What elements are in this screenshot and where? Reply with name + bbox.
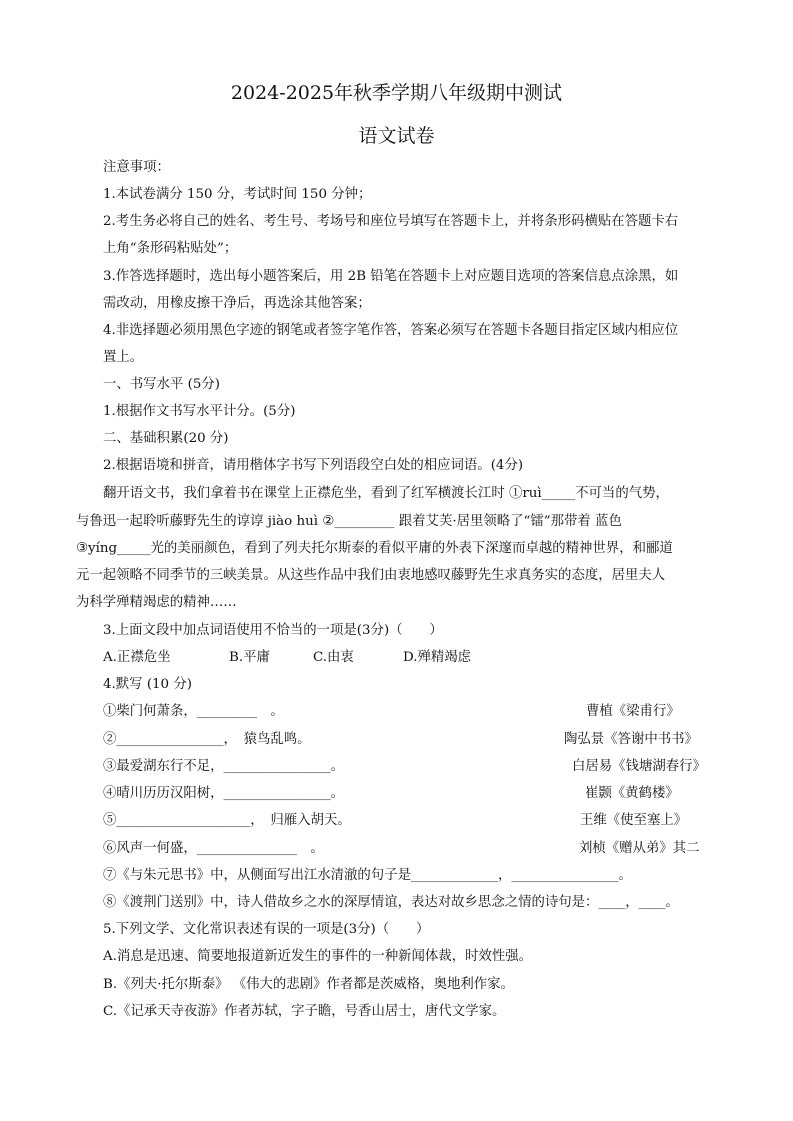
poem-line-1: ①柴门何萧条，_________ 。	[103, 704, 284, 719]
poem-source-4: 崔颢《黄鹤楼》	[585, 786, 679, 801]
passage-line-3: ③yíng_____光的美丽颜色，看到了列夫托尔斯泰的看似平庸的外表下深邃而卓越的精神世界，和郦道	[76, 541, 673, 556]
q3-option-b: B.平庸	[229, 650, 270, 665]
poem-line-7: ⑦《与朱元思书》中，从侧面写出江水清澈的句子是_____________，________________。	[103, 868, 632, 883]
passage-line-1: 翻开语文书，我们拿着书在课堂上正襟危坐，看到了红军横渡长江时 ①ruì_____不可当的气势，	[103, 486, 669, 501]
passage-line-4: 元一起领略不同季节的三峡美景。从这些作品中我们由衷地感叹藤野先生求真务实的态度，居里夫人	[76, 568, 666, 583]
poem-line-8: ⑧《渡荆门送别》中，诗人借故乡之水的深厚情谊，表达对故乡思念之情的诗句是：____，____。	[103, 895, 679, 910]
poem-source-6: 刘桢《赠从弟》其二	[579, 841, 700, 856]
q5-option-c: C.《记承天寺夜游》作者苏轼，字子瞻，号香山居士，唐代文学家。	[103, 1004, 506, 1019]
q5-option-a: A.消息是迅速、简要地报道新近发生的事件的一种新闻体裁，时效性强。	[103, 949, 533, 964]
section-2-heading: 二、基础积累(20 分)	[103, 431, 229, 446]
poem-line-5: ⑤____________________， 归雁入胡天。	[103, 813, 351, 828]
exam-title: 2024-2025年秋季学期八年级期中测试	[230, 82, 563, 104]
question-3: 3.上面文段中加点词语使用不恰当的一项是(3分)（ ）	[103, 623, 443, 638]
poem-source-3: 白居易《钱塘湖春行》	[572, 759, 706, 774]
section-1-heading: 一、书写水平 (5分)	[103, 377, 220, 392]
notes-heading: 注意事项：	[103, 160, 170, 175]
passage-line-5: 为科学殚精竭虑的精神……	[76, 595, 237, 610]
note-3: 3.作答选择题时，选出每小题答案后，用 2B 铅笔在答题卡上对应题目选项的答案信息点涂黑，如	[103, 269, 679, 284]
exam-subtitle: 语文试卷	[358, 125, 435, 147]
question-2: 2.根据语境和拼音，请用楷体字书写下列语段空白处的相应词语。(4分)	[103, 458, 524, 473]
poem-line-6: ⑥风声一何盛，_______________ 。	[103, 841, 324, 856]
note-3-cont: 需改动，用橡皮擦干净后，再选涂其他答案；	[103, 296, 371, 311]
note-1: 1.本试卷满分 150 分，考试时间 150 分钟；	[103, 187, 372, 202]
poem-source-5: 王维《使至塞上》	[580, 813, 688, 828]
q3-option-a: A.正襟危坐	[103, 650, 171, 665]
note-4: 4.非选择题必须用黑色字迹的钢笔或者签字笔作答，答案必须写在答题卡各题目指定区域内相应位	[103, 323, 679, 338]
note-4-cont: 置上。	[103, 350, 144, 365]
poem-source-1: 曹植《梁甫行》	[586, 704, 680, 719]
poem-line-2: ②________________， 猿鸟乱鸣。	[103, 732, 311, 747]
poem-line-3: ③最爱湖东行不足，________________。	[103, 759, 345, 774]
question-5: 5.下列文学、文化常识表述有误的一项是(3分)（ ）	[103, 922, 430, 937]
q3-option-c: C.由衷	[313, 650, 354, 665]
question-1: 1.根据作文书写水平计分。(5分)	[103, 404, 296, 419]
q5-option-b: B.《列夫·托尔斯泰》 《伟大的悲剧》作者都是茨威格，奥地利作家。	[103, 977, 514, 992]
question-4: 4.默写 (10 分)	[103, 677, 192, 692]
q3-option-d: D.殚精竭虑	[403, 650, 472, 665]
note-2-cont: 上角“条形码粘贴处”；	[103, 241, 238, 256]
note-2: 2.考生务必将自己的姓名、考生号、考场号和座位号填写在答题卡上，并将条形码横贴在答题卡右	[103, 214, 679, 229]
poem-line-4: ④晴川历历汉阳树，________________。	[103, 786, 345, 801]
poem-source-2: 陶弘景《答谢中书书》	[564, 732, 698, 747]
passage-line-2: 与鲁迅一起聆听藤野先生的谆谆 jiào huì ②_________ 跟着艾芙·居里领略了“镭”那带着 蓝色	[76, 514, 622, 529]
